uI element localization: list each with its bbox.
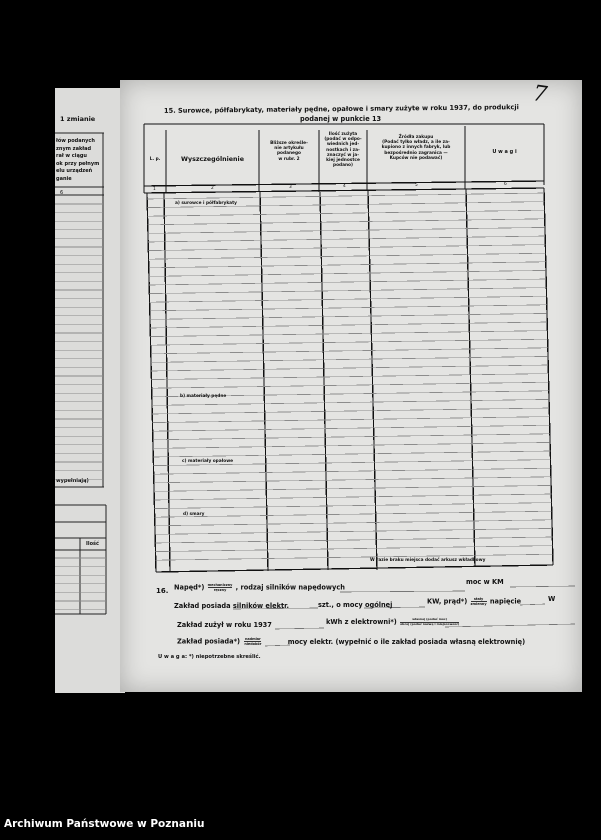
- drive-label: Napęd*): [174, 583, 205, 592]
- header-line: bezpośrednio zagranica —: [384, 150, 448, 156]
- section15-subtitle: podanej w punkcie 13: [300, 115, 382, 123]
- col-number-6: 6: [504, 182, 507, 187]
- header-uwagi-text: U w a g i: [492, 149, 517, 155]
- header-lp-text: L. p.: [149, 157, 161, 162]
- header-line: (podać w odpo-: [324, 137, 362, 143]
- header-wyszczegolnienie: [166, 156, 259, 163]
- left-col-line: znym zakład: [56, 145, 92, 152]
- left-page-header: 1 zmianie: [60, 115, 96, 123]
- header-line: Bliższe określe-: [270, 141, 308, 146]
- header-line: Kupców nie podawać): [389, 155, 443, 161]
- col-number-3: 3: [289, 185, 292, 190]
- deficit-option: niedobór: [244, 642, 262, 646]
- form-note: U w a g a: *) niepotrzebne skreślić.: [158, 654, 261, 660]
- section15-title: 15. Surowce, półfabrykaty, materiały pędne, opałowe i smary zużyte w roku 1937, do produkcji: [163, 103, 519, 115]
- header-line: podanego: [276, 151, 301, 157]
- surplus-options: [244, 637, 261, 646]
- current-options: [471, 597, 487, 606]
- current-option-ac: zmienny: [470, 602, 487, 606]
- left-col-line: łów podanych: [56, 138, 95, 144]
- section16-line2: [174, 602, 289, 610]
- category-smary: d) smary: [183, 512, 205, 517]
- total-power-label: szt., o mocy ogólnej: [318, 601, 393, 609]
- voltage-label: napięcie: [489, 597, 522, 606]
- section16-line4: [177, 637, 525, 646]
- voltage-unit: W: [548, 595, 556, 603]
- category-surowce: a) surowce i półfabrykaty: [175, 201, 237, 206]
- drive-options: [208, 583, 233, 592]
- kwh-label: kWh z elektrowni*): [326, 618, 397, 627]
- page-number-mark: 7: [531, 81, 549, 108]
- electric-motors-label: Zakład posiada silników elektr.: [174, 602, 289, 610]
- header-col4: [319, 132, 367, 168]
- header-wyszczegolnienie-text: Wyszczególnienie: [181, 156, 244, 163]
- header-line: kiej jednostce: [326, 158, 360, 164]
- table-footnote: W razie braku miejsca dodać arkusz wkładkowy: [370, 558, 486, 563]
- header-line: Ilość zużyta: [328, 132, 358, 137]
- consumption-label: Zakład zużył w roku 1937: [177, 621, 272, 629]
- header-line: kupiono z innych fabryk, lub: [381, 145, 451, 151]
- section16-line1: [174, 583, 345, 592]
- section16-line3: [177, 621, 272, 629]
- header-line: w rubr. 2: [278, 156, 300, 162]
- section16-number: 16.: [156, 587, 169, 595]
- left-col-line: ok przy pełnym: [56, 160, 100, 167]
- archive-watermark: Archiwum Państwowe w Poznaniu: [4, 818, 205, 830]
- kw-current-label: KW, prąd*): [427, 597, 468, 606]
- header-line: znaczyć w ja-: [327, 152, 359, 158]
- header-line: Źródła zakupu: [398, 135, 434, 140]
- header-line: podano): [333, 163, 353, 169]
- left-col-line: ganie: [56, 175, 72, 182]
- power-km-label: moc w KM: [466, 578, 504, 586]
- header-line: (Podać tylko władz, a ile za-: [382, 140, 450, 146]
- col-number-4: 4: [343, 184, 346, 189]
- category-materialy-opalowe: c) materiały opałowe: [182, 459, 234, 464]
- surplus-label: Zakład posiada*): [177, 637, 241, 646]
- surplus-option: nadmiar: [244, 637, 261, 641]
- left-col-line: rał w ciągu: [56, 153, 87, 159]
- plant-option-external: obcej (podać nazwę i miejscowość): [400, 621, 460, 626]
- category-materialy-pedne: b) materiały pędne: [180, 394, 227, 399]
- header-uwagi: [465, 150, 544, 155]
- col-number-2: 2: [211, 186, 214, 191]
- header-line: nie artykułu: [274, 146, 304, 152]
- engine-type-label: , rodzaj silników napędowych: [235, 583, 345, 592]
- drive-option-manual: ręczny: [213, 588, 227, 592]
- left-box-label: Ilość: [86, 541, 99, 547]
- header-line: nostkach i za-: [326, 147, 360, 153]
- left-col-number: 6: [60, 190, 64, 196]
- surplus-description: mocy elektr. (wypełnić o ile zakład posiada własną elektrownię): [287, 637, 526, 646]
- current-option-dc: stały: [471, 597, 487, 602]
- col-number-5: 5: [415, 183, 418, 188]
- header-col5: [367, 135, 465, 161]
- power-plant-source: [326, 618, 460, 626]
- left-page-note: wypełniają): [56, 478, 89, 484]
- header-lp: [144, 157, 166, 162]
- header-col3: [259, 141, 319, 162]
- drive-option-mechanical: mechaniczny: [207, 583, 233, 587]
- plant-option-own: własnej (podać moc): [400, 618, 459, 623]
- left-col-line: elu urządzeń: [56, 168, 93, 174]
- header-line: wiednich jed-: [326, 142, 360, 148]
- current-type: [427, 597, 521, 606]
- plant-options: [400, 618, 459, 626]
- col-number-1: 1: [153, 187, 156, 192]
